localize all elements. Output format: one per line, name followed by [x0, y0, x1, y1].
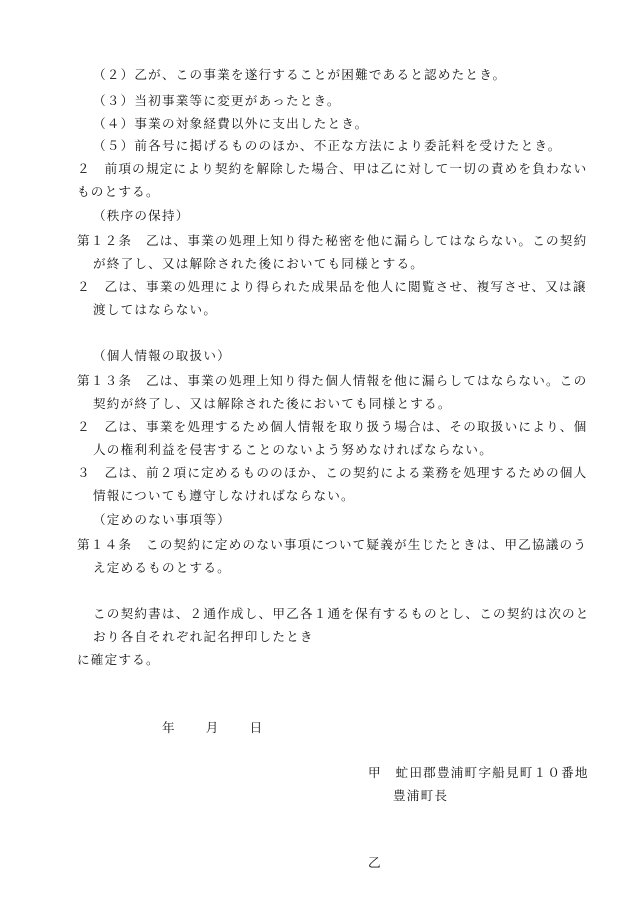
- clause-12: 第１２条 乙は、事業の処理上知り得た秘密を他に漏らしてはならない。この契約: [77, 233, 588, 248]
- clause-12-para-2-cont: 渡してはならない。: [93, 302, 218, 317]
- clause-13-para-3-cont: 情報についても遵守しなければならない。: [93, 488, 355, 503]
- heading-personal-information: （個人情報の取扱い）: [93, 348, 231, 363]
- heading-confidentiality: （秩序の保持）: [93, 208, 190, 223]
- closing-statement-cont: おり各自それぞれ記名押印したとき: [93, 629, 314, 644]
- heading-undefined-matters: （定めのない事項等）: [93, 512, 231, 527]
- clause-14-cont: え定めるものとする。: [93, 560, 231, 575]
- date-line: 年 月 日: [162, 720, 265, 735]
- party-b-label: 乙: [368, 855, 382, 870]
- clause-13-para-2: ２ 乙は、事業を処理するため個人情報を取り扱う場合は、その取扱いにより、個: [77, 419, 588, 434]
- closing-statement-end: に確定する。: [77, 652, 160, 667]
- clause-11-item-2: （２）乙が、この事業を遂行することが困難であると認めたとき。: [93, 67, 507, 82]
- clause-13-para-3: ３ 乙は、前２項に定めるもののほか、この契約による業務を処理するための個人: [77, 465, 588, 480]
- clause-11-item-3: （３）当初事業等に変更があったとき。: [93, 93, 341, 108]
- clause-13: 第１３条 乙は、事業の処理上知り得た個人情報を他に漏らしてはならない。この: [77, 373, 588, 388]
- clause-13-cont: 契約が終了し、又は解除された後においても同様とする。: [93, 396, 452, 411]
- clause-11-para-2: ２ 前項の規定により契約を解除した場合、甲は乙に対して一切の責めを負わない: [77, 161, 588, 176]
- clause-11-item-4: （４）事業の対象経費以外に支出したとき。: [93, 116, 369, 131]
- clause-11-para-2-cont: ものとする。: [77, 184, 160, 199]
- clause-12-para-2: ２ 乙は、事業の処理により得られた成果品を他人に閲覧させ、複写させ、又は譲: [77, 279, 587, 294]
- closing-statement: この契約書は、２通作成し、甲乙各１通を保有するものとし、この契約は次のと: [93, 606, 590, 621]
- party-a-name: 豊浦町長: [393, 788, 449, 803]
- clause-12-cont: が終了し、又は解除された後においても同様とする。: [93, 256, 425, 271]
- party-a-address: 甲 虻田郡豊浦町字船見町１０番地: [368, 765, 589, 780]
- clause-14: 第１４条 この契約に定めのない事項について疑義が生じたときは、甲乙協議のう: [77, 537, 588, 552]
- clause-11-item-5: （５）前各号に掲げるもののほか、不正な方法により委託料を受けたとき。: [93, 138, 562, 153]
- clause-13-para-2-cont: 人の権利利益を侵害することのないよう努めなければならない。: [93, 442, 494, 457]
